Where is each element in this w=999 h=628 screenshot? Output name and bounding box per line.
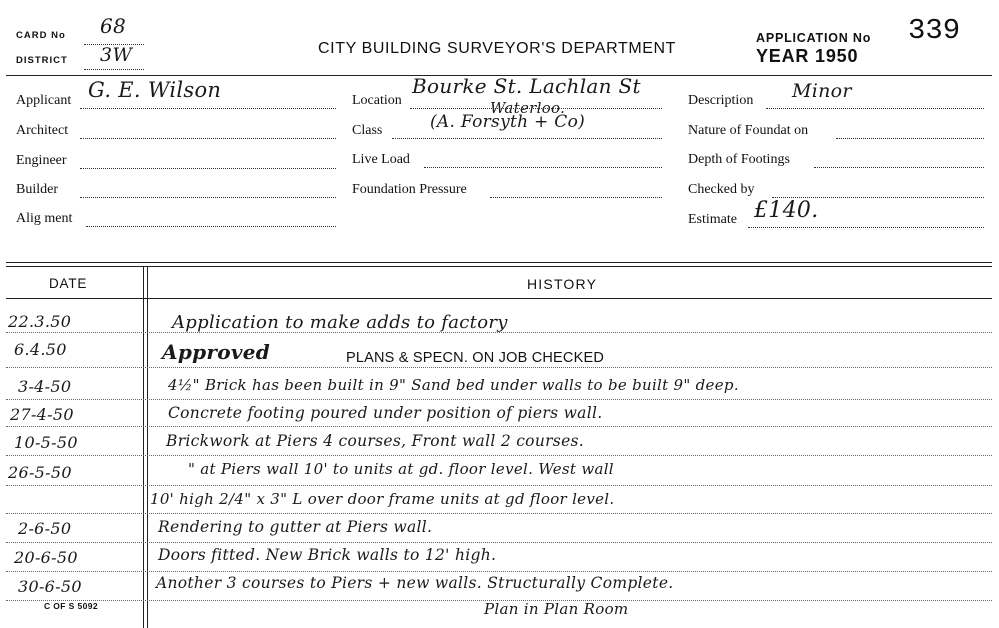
column-divider-2 (147, 266, 148, 628)
row-date: 10-5-50 (14, 433, 78, 452)
estimate-line (748, 227, 984, 228)
alignment-label: Alig ment (16, 211, 73, 226)
row-line (6, 399, 992, 400)
applicant-label: Applicant (16, 93, 72, 108)
district-label: DISTRICT (16, 55, 68, 66)
description-label: Description (688, 93, 754, 108)
row-history: Another 3 courses to Piers + new walls. Structurally Complete. (156, 574, 674, 592)
history-column-header: HISTORY (527, 276, 598, 292)
depth-of-footings-label: Depth of Footings (688, 152, 790, 167)
nature-line (836, 138, 984, 139)
estimate-label: Estimate (688, 212, 737, 227)
row-line (6, 571, 992, 572)
row-date: 30-6-50 (18, 577, 82, 596)
location-label: Location (352, 93, 402, 108)
location-line (410, 108, 662, 109)
row-line (6, 485, 992, 486)
plan-location-note: Plan in Plan Room (484, 600, 629, 618)
row-line (6, 455, 992, 456)
builder-line (80, 197, 336, 198)
inspection-stamp: PLANS & SPECN. ON JOB CHECKED (346, 350, 604, 366)
row-history: Concrete footing poured under position of piers wall. (168, 404, 603, 422)
card-no-value: 68 (100, 14, 127, 38)
depth-line (814, 167, 984, 168)
class-value: (A. Forsyth + Co) (430, 112, 586, 132)
applicant-value: G. E. Wilson (88, 78, 222, 102)
location-value: Bourke St. Lachlan St (412, 74, 641, 98)
row-date: 6.4.50 (14, 340, 67, 359)
live-load-line (424, 167, 662, 168)
engineer-line (80, 168, 336, 169)
row-date: 20-6-50 (14, 548, 78, 567)
class-label: Class (352, 123, 383, 138)
table-top-border-2 (6, 266, 992, 267)
row-line (6, 542, 992, 543)
application-value: 339 (908, 14, 961, 47)
form-code: C OF S 5092 (44, 601, 99, 611)
engineer-label: Engineer (16, 153, 67, 168)
applicant-line (80, 108, 336, 109)
builder-label: Builder (16, 182, 58, 197)
architect-line (80, 138, 336, 139)
checked-by-label: Checked by (688, 182, 755, 197)
live-load-label: Live Load (352, 152, 410, 167)
row-history: " at Piers wall 10' to units at gd. floor level. West wall (188, 460, 614, 478)
row-line (6, 367, 992, 368)
row-line (6, 426, 992, 427)
architect-label: Architect (16, 123, 69, 138)
foundation-pressure-label: Foundation Pressure (352, 182, 467, 197)
table-top-border (6, 262, 992, 263)
row-date: 27-4-50 (10, 405, 74, 424)
row-history: Approved (162, 340, 271, 364)
row-line (6, 513, 992, 514)
estimate-value: £140. (754, 198, 819, 223)
row-history: Doors fitted. New Brick walls to 12' high. (158, 546, 497, 564)
location-value-2: Waterloo. (490, 99, 566, 117)
description-line (766, 108, 984, 109)
row-date: 2-6-50 (18, 519, 72, 538)
department-title: CITY BUILDING SURVEYOR'S DEPARTMENT (318, 40, 677, 57)
foundation-pressure-line (490, 197, 662, 198)
year-label: YEAR 1950 (756, 46, 859, 66)
description-value: Minor (792, 80, 852, 102)
row-date: 3-4-50 (18, 377, 72, 396)
card-no-label: CARD No (16, 30, 66, 41)
date-column-header: DATE (49, 276, 88, 291)
row-date: 22.3.50 (8, 312, 72, 331)
row-history: Brickwork at Piers 4 courses, Front wall 2 courses. (166, 432, 585, 450)
row-history: Rendering to gutter at Piers wall. (158, 518, 433, 536)
district-value: 3W (100, 44, 133, 66)
row-history: Application to make adds to factory (172, 312, 508, 333)
column-divider (143, 266, 144, 628)
row-history: 10' high 2/4" x 3" L over door frame units at gd floor level. (150, 490, 615, 508)
district-line (84, 69, 144, 70)
class-line (392, 138, 662, 139)
application-label: APPLICATION No (756, 31, 872, 45)
nature-of-foundation-label: Nature of Foundat on (688, 123, 809, 138)
alignment-line (86, 226, 336, 227)
row-date: 26-5-50 (8, 463, 72, 482)
row-history: 4½" Brick has been built in 9" Sand bed under walls to be built 9" deep. (168, 376, 739, 394)
table-header-border (6, 298, 992, 299)
